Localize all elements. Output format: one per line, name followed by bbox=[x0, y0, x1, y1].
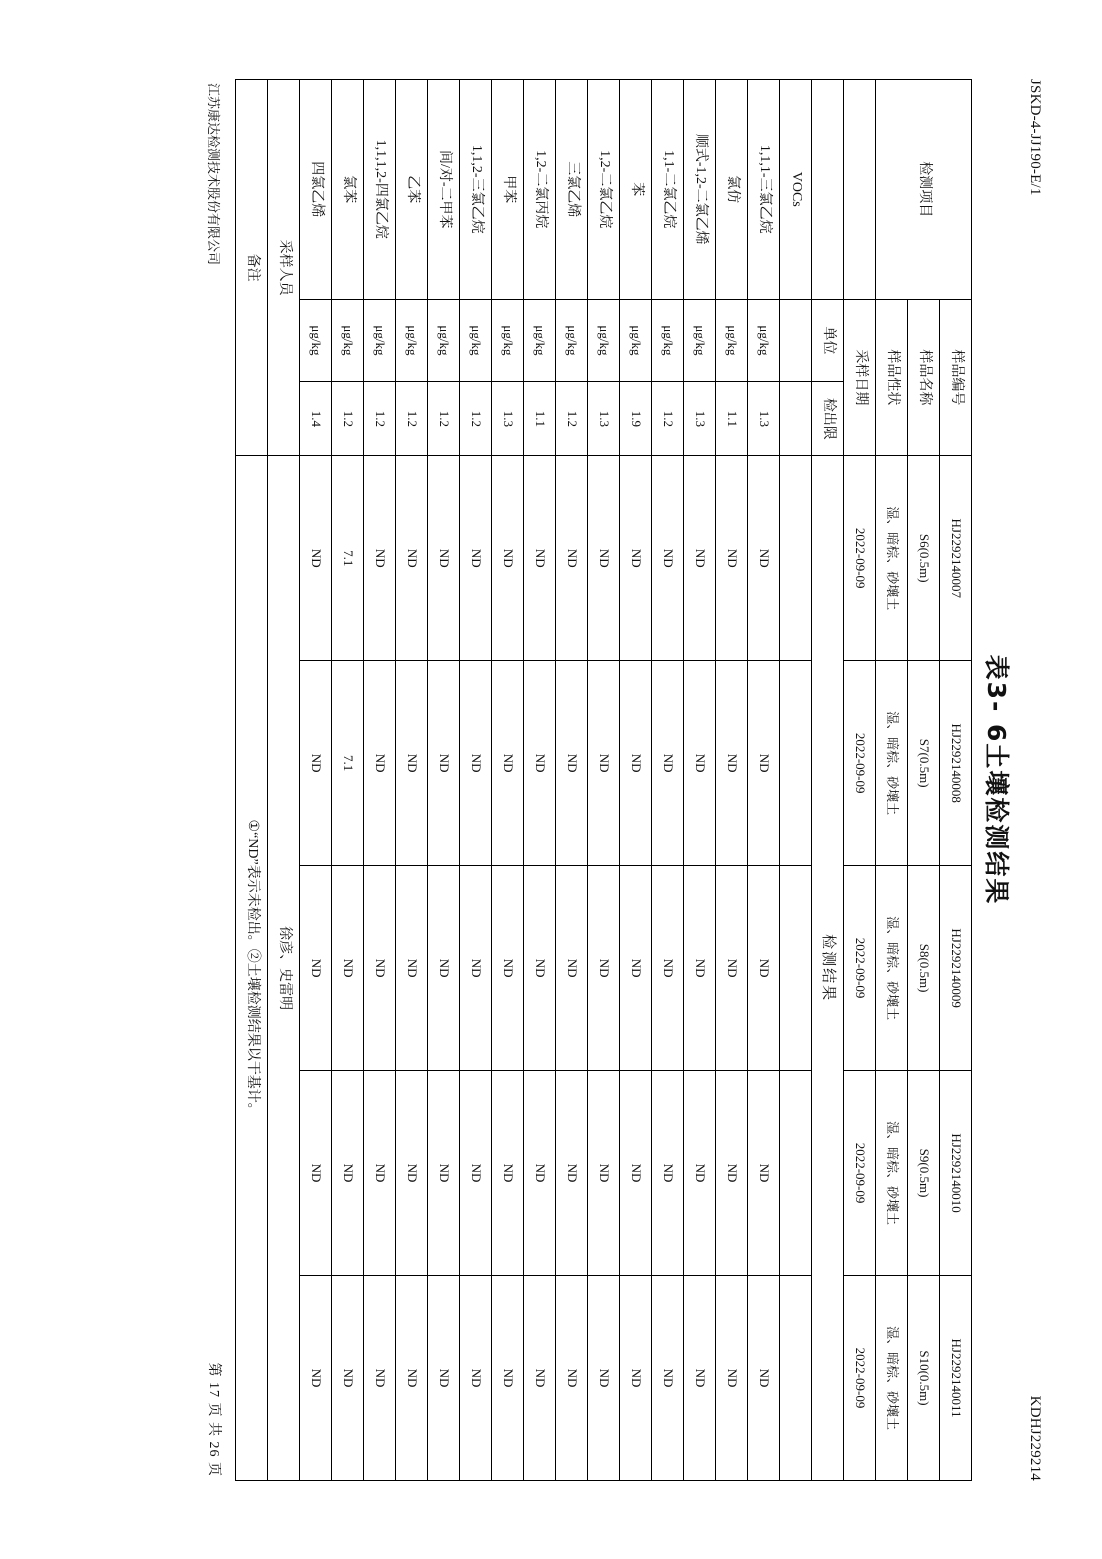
item-unit: μg/kg bbox=[364, 299, 396, 382]
group-dl-blank bbox=[780, 381, 812, 455]
item-unit: μg/kg bbox=[396, 299, 428, 382]
item-value-1: ND bbox=[588, 455, 620, 660]
item-value-3: ND bbox=[428, 865, 460, 1070]
item-unit: μg/kg bbox=[300, 299, 332, 382]
item-detection-limit: 1.9 bbox=[620, 381, 652, 455]
form-code: JSKD-4-JJ190-E/1 bbox=[1027, 78, 1043, 196]
item-value-5: ND bbox=[492, 1275, 524, 1480]
item-value-2: ND bbox=[588, 660, 620, 865]
table-row-sample-no bbox=[940, 79, 972, 1480]
table-row bbox=[428, 79, 460, 1480]
item-name: 顺式-1,2-二氯乙烯 bbox=[684, 79, 716, 299]
item-value-3: ND bbox=[716, 865, 748, 1070]
item-value-5: ND bbox=[684, 1275, 716, 1480]
item-value-4: ND bbox=[524, 1070, 556, 1275]
item-value-5: ND bbox=[460, 1275, 492, 1480]
sample-trait-1: 湿、暗棕、砂壤土 bbox=[876, 455, 908, 660]
header-sample-name-label: 样品名称 bbox=[908, 299, 940, 456]
item-value-4: ND bbox=[716, 1070, 748, 1275]
item-value-3: ND bbox=[364, 865, 396, 1070]
item-value-2: ND bbox=[492, 660, 524, 865]
item-value-3: ND bbox=[652, 865, 684, 1070]
sample-trait-3: 湿、暗棕、砂壤土 bbox=[876, 865, 908, 1070]
header-sample-date-label: 采样日期 bbox=[844, 299, 876, 456]
table-row bbox=[332, 79, 364, 1480]
company-name: 江苏康达检测技术股份有限公司 bbox=[206, 82, 222, 265]
group-unit-blank bbox=[780, 299, 812, 382]
item-value-2: ND bbox=[396, 660, 428, 865]
item-value-5: ND bbox=[332, 1275, 364, 1480]
item-detection-limit: 1.3 bbox=[748, 381, 780, 455]
item-value-4: ND bbox=[396, 1070, 428, 1275]
item-value-5: ND bbox=[428, 1275, 460, 1480]
item-detection-limit: 1.4 bbox=[300, 381, 332, 455]
item-detection-limit: 1.2 bbox=[652, 381, 684, 455]
item-value-3: ND bbox=[620, 865, 652, 1070]
item-value-2: ND bbox=[460, 660, 492, 865]
item-value-2: ND bbox=[716, 660, 748, 865]
group-val-3 bbox=[780, 865, 812, 1070]
table-row bbox=[460, 79, 492, 1480]
remark-label: 备注 bbox=[236, 79, 268, 455]
table-row-remark bbox=[236, 79, 268, 1480]
item-value-4: ND bbox=[492, 1070, 524, 1275]
item-value-5: ND bbox=[556, 1275, 588, 1480]
table-row bbox=[748, 79, 780, 1480]
page-number: 第 17 页 共 26 页 bbox=[206, 1362, 221, 1477]
item-value-3: ND bbox=[748, 865, 780, 1070]
item-detection-limit: 1.2 bbox=[556, 381, 588, 455]
item-value-5: ND bbox=[364, 1275, 396, 1480]
item-name: 间/对-二甲苯 bbox=[428, 79, 460, 299]
item-value-2: ND bbox=[652, 660, 684, 865]
item-detection-limit: 1.1 bbox=[716, 381, 748, 455]
item-value-4: ND bbox=[684, 1070, 716, 1275]
item-value-3: ND bbox=[492, 865, 524, 1070]
item-value-5: ND bbox=[620, 1275, 652, 1480]
item-value-3: ND bbox=[460, 865, 492, 1070]
item-value-1: ND bbox=[620, 455, 652, 660]
group-val-2 bbox=[780, 660, 812, 865]
item-value-5: ND bbox=[652, 1275, 684, 1480]
item-unit: μg/kg bbox=[492, 299, 524, 382]
item-unit: μg/kg bbox=[620, 299, 652, 382]
header-blank-item-2 bbox=[812, 79, 844, 299]
item-value-2: ND bbox=[620, 660, 652, 865]
sample-name-4: S9(0.5m) bbox=[908, 1070, 940, 1275]
page-title: 表3- 6土壤检测结果 bbox=[982, 654, 1011, 905]
sampler-label: 采样人员 bbox=[268, 79, 300, 455]
sample-date-1: 2022-09-09 bbox=[844, 455, 876, 660]
item-unit: μg/kg bbox=[460, 299, 492, 382]
item-detection-limit: 1.2 bbox=[364, 381, 396, 455]
item-value-1: ND bbox=[492, 455, 524, 660]
item-detection-limit: 1.2 bbox=[428, 381, 460, 455]
item-value-2: ND bbox=[364, 660, 396, 865]
item-unit: μg/kg bbox=[428, 299, 460, 382]
item-value-1: ND bbox=[524, 455, 556, 660]
item-value-1: ND bbox=[460, 455, 492, 660]
header-sample-trait-label: 样品性状 bbox=[876, 299, 908, 456]
item-detection-limit: 1.2 bbox=[396, 381, 428, 455]
item-value-1: ND bbox=[652, 455, 684, 660]
item-unit: μg/kg bbox=[748, 299, 780, 382]
table-row-units-header bbox=[812, 79, 844, 1480]
item-name: 四氯乙烯 bbox=[300, 79, 332, 299]
item-name: 三氯乙烯 bbox=[556, 79, 588, 299]
item-value-4: ND bbox=[364, 1070, 396, 1275]
sampler-value: 徐彦、史雷明 bbox=[268, 455, 300, 1480]
sample-date-5: 2022-09-09 bbox=[844, 1275, 876, 1480]
results-banner: 检测结果 bbox=[812, 455, 844, 1480]
sample-no-2: HJ2292140008 bbox=[940, 660, 972, 865]
remark-value: ①“ND”表示未检出。②土壤检测结果以干基计。 bbox=[236, 455, 268, 1480]
sample-date-3: 2022-09-09 bbox=[844, 865, 876, 1070]
item-value-4: ND bbox=[332, 1070, 364, 1275]
table-row bbox=[620, 79, 652, 1480]
table-row-sample-date bbox=[844, 79, 876, 1480]
item-value-3: ND bbox=[524, 865, 556, 1070]
item-detection-limit: 1.3 bbox=[492, 381, 524, 455]
item-unit: μg/kg bbox=[716, 299, 748, 382]
item-value-2: ND bbox=[428, 660, 460, 865]
group-val-1 bbox=[780, 455, 812, 660]
item-value-4: ND bbox=[748, 1070, 780, 1275]
item-value-5: ND bbox=[716, 1275, 748, 1480]
item-name: 氯仿 bbox=[716, 79, 748, 299]
header-blank-item bbox=[844, 79, 876, 299]
header-sample-no-label: 样品编号 bbox=[940, 299, 972, 456]
item-detection-limit: 1.1 bbox=[524, 381, 556, 455]
table-row bbox=[524, 79, 556, 1480]
item-value-1: 7.1 bbox=[332, 455, 364, 660]
item-name: 1,1,1-三氯乙烷 bbox=[748, 79, 780, 299]
item-value-2: 7.1 bbox=[332, 660, 364, 865]
item-value-2: ND bbox=[556, 660, 588, 865]
item-name: 1,2-二氯乙烷 bbox=[588, 79, 620, 299]
table-row bbox=[716, 79, 748, 1480]
rotated-page-canvas bbox=[31, 45, 1071, 1515]
item-unit: μg/kg bbox=[588, 299, 620, 382]
sample-name-1: S6(0.5m) bbox=[908, 455, 940, 660]
table-row bbox=[588, 79, 620, 1480]
table-row bbox=[556, 79, 588, 1480]
group-val-5 bbox=[780, 1275, 812, 1480]
item-value-3: ND bbox=[684, 865, 716, 1070]
item-name: 甲苯 bbox=[492, 79, 524, 299]
item-unit: μg/kg bbox=[556, 299, 588, 382]
item-value-5: ND bbox=[396, 1275, 428, 1480]
item-value-1: ND bbox=[364, 455, 396, 660]
item-value-1: ND bbox=[748, 455, 780, 660]
sample-trait-2: 湿、暗棕、砂壤土 bbox=[876, 660, 908, 865]
header-item-label: 检测项目 bbox=[876, 79, 972, 299]
header-unit-label: 单位 bbox=[812, 299, 844, 382]
table-row bbox=[492, 79, 524, 1480]
item-unit: μg/kg bbox=[652, 299, 684, 382]
item-value-3: ND bbox=[332, 865, 364, 1070]
sample-name-5: S10(0.5m) bbox=[908, 1275, 940, 1480]
item-value-2: ND bbox=[524, 660, 556, 865]
item-value-4: ND bbox=[588, 1070, 620, 1275]
item-name: 1,1,2-三氯乙烷 bbox=[460, 79, 492, 299]
sample-no-3: HJ2292140009 bbox=[940, 865, 972, 1070]
item-value-1: ND bbox=[684, 455, 716, 660]
item-name: 1,1-二氯乙烷 bbox=[652, 79, 684, 299]
table-row bbox=[652, 79, 684, 1480]
report-code: KDHJ229214 bbox=[1027, 1395, 1043, 1481]
sample-no-1: HJ2292140007 bbox=[940, 455, 972, 660]
sample-name-2: S7(0.5m) bbox=[908, 660, 940, 865]
item-name: 苯 bbox=[620, 79, 652, 299]
document-footer bbox=[205, 79, 225, 1481]
item-value-3: ND bbox=[556, 865, 588, 1070]
sample-trait-5: 湿、暗棕、砂壤土 bbox=[876, 1275, 908, 1480]
table-row bbox=[684, 79, 716, 1480]
document-header bbox=[1026, 79, 1043, 1481]
table-row bbox=[300, 79, 332, 1480]
item-name: 1,1,1,2-四氯乙烷 bbox=[364, 79, 396, 299]
item-value-5: ND bbox=[524, 1275, 556, 1480]
soil-results-table bbox=[235, 79, 972, 1481]
item-value-4: ND bbox=[428, 1070, 460, 1275]
item-value-4: ND bbox=[460, 1070, 492, 1275]
item-value-1: ND bbox=[428, 455, 460, 660]
item-unit: μg/kg bbox=[524, 299, 556, 382]
header-detection-limit-label: 检出限 bbox=[812, 381, 844, 455]
item-value-5: ND bbox=[588, 1275, 620, 1480]
item-value-1: ND bbox=[396, 455, 428, 660]
item-value-1: ND bbox=[300, 455, 332, 660]
table-row bbox=[364, 79, 396, 1480]
table-row-group-vocs bbox=[780, 79, 812, 1480]
item-value-4: ND bbox=[652, 1070, 684, 1275]
item-detection-limit: 1.2 bbox=[460, 381, 492, 455]
item-unit: μg/kg bbox=[684, 299, 716, 382]
item-name: 氯苯 bbox=[332, 79, 364, 299]
group-val-4 bbox=[780, 1070, 812, 1275]
item-value-4: ND bbox=[556, 1070, 588, 1275]
item-value-1: ND bbox=[556, 455, 588, 660]
sample-date-4: 2022-09-09 bbox=[844, 1070, 876, 1275]
sample-no-4: HJ2292140010 bbox=[940, 1070, 972, 1275]
item-detection-limit: 1.3 bbox=[588, 381, 620, 455]
group-label-vocs: VOCs bbox=[780, 79, 812, 299]
report-body bbox=[31, 45, 1071, 1515]
item-name: 乙苯 bbox=[396, 79, 428, 299]
item-value-1: ND bbox=[716, 455, 748, 660]
item-value-2: ND bbox=[748, 660, 780, 865]
item-value-5: ND bbox=[300, 1275, 332, 1480]
item-value-5: ND bbox=[748, 1275, 780, 1480]
table-row bbox=[396, 79, 428, 1480]
sample-trait-4: 湿、暗棕、砂壤土 bbox=[876, 1070, 908, 1275]
item-value-4: ND bbox=[300, 1070, 332, 1275]
item-value-3: ND bbox=[300, 865, 332, 1070]
table-row-sampler bbox=[268, 79, 300, 1480]
item-value-2: ND bbox=[300, 660, 332, 865]
item-unit: μg/kg bbox=[332, 299, 364, 382]
item-detection-limit: 1.3 bbox=[684, 381, 716, 455]
sample-date-2: 2022-09-09 bbox=[844, 660, 876, 865]
item-value-2: ND bbox=[684, 660, 716, 865]
item-value-3: ND bbox=[396, 865, 428, 1070]
sample-no-5: HJ2292140011 bbox=[940, 1275, 972, 1480]
item-name: 1,2-二氯丙烷 bbox=[524, 79, 556, 299]
item-value-4: ND bbox=[620, 1070, 652, 1275]
item-detection-limit: 1.2 bbox=[332, 381, 364, 455]
sample-name-3: S8(0.5m) bbox=[908, 865, 940, 1070]
item-value-3: ND bbox=[588, 865, 620, 1070]
